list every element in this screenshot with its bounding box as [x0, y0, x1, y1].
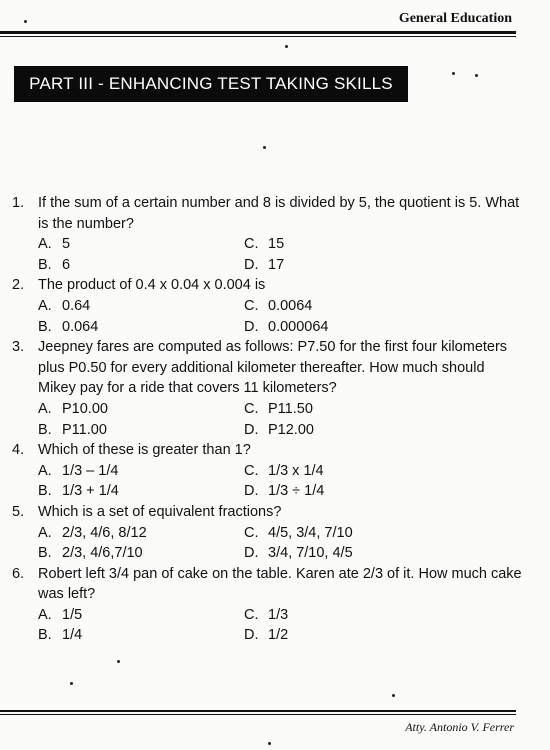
option-c [244, 234, 450, 255]
section-banner-label: PART III - ENHANCING TEST TAKING SKILLS [29, 74, 393, 93]
question-number: 3. [12, 339, 25, 356]
options [38, 461, 522, 502]
scan-speck [452, 72, 455, 75]
option-letter: B. [38, 256, 52, 273]
question-6 [12, 564, 522, 646]
question-text: Which of these is greater than 1? [38, 442, 251, 459]
scan-speck [475, 74, 478, 77]
option-b [38, 420, 244, 441]
option-text: 0.064 [62, 318, 99, 335]
option-b [38, 481, 244, 502]
options [38, 296, 522, 337]
option-text: 6 [62, 256, 71, 273]
option-text: P11.00 [62, 421, 107, 438]
question-number: 4. [12, 442, 25, 459]
option-letter: B. [38, 421, 52, 438]
option-letter: D. [244, 256, 259, 273]
question-text: Jeepney fares are computed as follows: P7.50 for the first four kilometers plus P0.50 for every additional kilometer thereafter. How much should Mikey pay for a ride that covers 11 kilometers? [38, 339, 508, 397]
option-letter: C. [244, 524, 259, 541]
option-letter: A. [38, 606, 52, 623]
option-text: 1/5 [62, 606, 83, 623]
option-letter: B. [38, 483, 52, 500]
option-letter: B. [38, 627, 52, 644]
question-text: The product of 0.4 x 0.04 x 0.004 is [38, 277, 266, 294]
option-text: 0.000064 [268, 318, 329, 335]
option-letter: C. [244, 400, 259, 417]
option-c [244, 296, 450, 317]
question-text: Robert left 3/4 pan of cake on the table. Karen ate 2/3 of it. How much cake was left? [38, 565, 522, 603]
option-text: 15 [268, 236, 285, 253]
option-text: 2/3, 4/6, 8/12 [62, 524, 147, 541]
question-text: If the sum of a certain number and 8 is divided by 5, the quotient is 5. What is the number? [38, 195, 520, 232]
option-b [38, 317, 244, 338]
option-text: 1/2 [268, 627, 289, 644]
scan-speck [24, 20, 27, 23]
option-letter: C. [244, 297, 259, 314]
options [38, 234, 522, 275]
option-letter: A. [38, 524, 52, 541]
footer-rule-thin [0, 714, 516, 715]
option-text: 1/3 x 1/4 [268, 462, 324, 479]
option-text: 17 [268, 256, 285, 273]
option-b [38, 255, 244, 276]
question-number: 5. [12, 503, 25, 520]
option-text: 0.64 [62, 297, 91, 314]
option-letter: C. [244, 236, 259, 253]
question-3 [12, 337, 522, 440]
option-letter: D. [244, 627, 259, 644]
option-letter: C. [244, 462, 259, 479]
question-number: 2. [12, 277, 25, 294]
option-d [244, 543, 450, 564]
option-text: 1/3 + 1/4 [62, 483, 119, 500]
option-letter: A. [38, 400, 52, 417]
option-b [38, 625, 244, 646]
option-letter: C. [244, 606, 259, 623]
option-d [244, 420, 450, 441]
option-text: 5 [62, 236, 71, 253]
option-letter: B. [38, 545, 52, 562]
option-letter: D. [244, 318, 259, 335]
question-1 [12, 193, 522, 275]
option-text: 1/3 – 1/4 [62, 462, 119, 479]
scan-speck [392, 694, 395, 697]
header-title: General Education [398, 11, 512, 26]
option-d [244, 481, 450, 502]
scan-speck [285, 45, 288, 48]
header-rule-thin [0, 36, 516, 37]
option-letter: A. [38, 297, 52, 314]
option-letter: A. [38, 462, 52, 479]
option-a [38, 461, 244, 482]
option-text: 1/3 [268, 606, 289, 623]
scan-speck [268, 742, 271, 745]
option-text: 1/3 ÷ 1/4 [268, 483, 325, 500]
option-letter: D. [244, 545, 259, 562]
option-text: 0.0064 [268, 297, 313, 314]
question-number: 6. [12, 565, 25, 582]
question-2 [12, 275, 522, 337]
option-text: 3/4, 7/10, 4/5 [268, 545, 353, 562]
option-letter: D. [244, 483, 259, 500]
question-4 [12, 440, 522, 502]
option-letter: D. [244, 421, 259, 438]
question-list [12, 193, 522, 646]
footer-author: Atty. Antonio V. Ferrer [405, 720, 514, 734]
option-text: P11.50 [268, 400, 313, 417]
option-b [38, 543, 244, 564]
question-5 [12, 502, 522, 564]
options [38, 523, 522, 564]
scan-speck [263, 146, 266, 149]
option-a [38, 234, 244, 255]
section-banner [14, 66, 408, 102]
question-number: 1. [12, 195, 25, 211]
option-text: 2/3, 4/6,7/10 [62, 545, 143, 562]
scan-speck [117, 660, 120, 663]
header-rule [0, 31, 516, 34]
option-text: 1/4 [62, 627, 83, 644]
option-c [244, 461, 450, 482]
options [38, 399, 522, 440]
option-a [38, 399, 244, 420]
question-text: Which is a set of equivalent fractions? [38, 503, 282, 520]
option-a [38, 296, 244, 317]
option-d [244, 255, 450, 276]
option-a [38, 523, 244, 544]
footer-rule [0, 710, 516, 712]
options [38, 605, 522, 646]
option-text: P10.00 [62, 400, 108, 417]
option-letter: A. [38, 236, 52, 253]
option-letter: B. [38, 318, 52, 335]
scan-speck [70, 682, 73, 685]
option-c [244, 605, 450, 626]
option-a [38, 605, 244, 626]
option-text: P12.00 [268, 421, 314, 438]
option-c [244, 523, 450, 544]
option-d [244, 317, 450, 338]
option-d [244, 625, 450, 646]
option-text: 4/5, 3/4, 7/10 [268, 524, 353, 541]
option-c [244, 399, 450, 420]
